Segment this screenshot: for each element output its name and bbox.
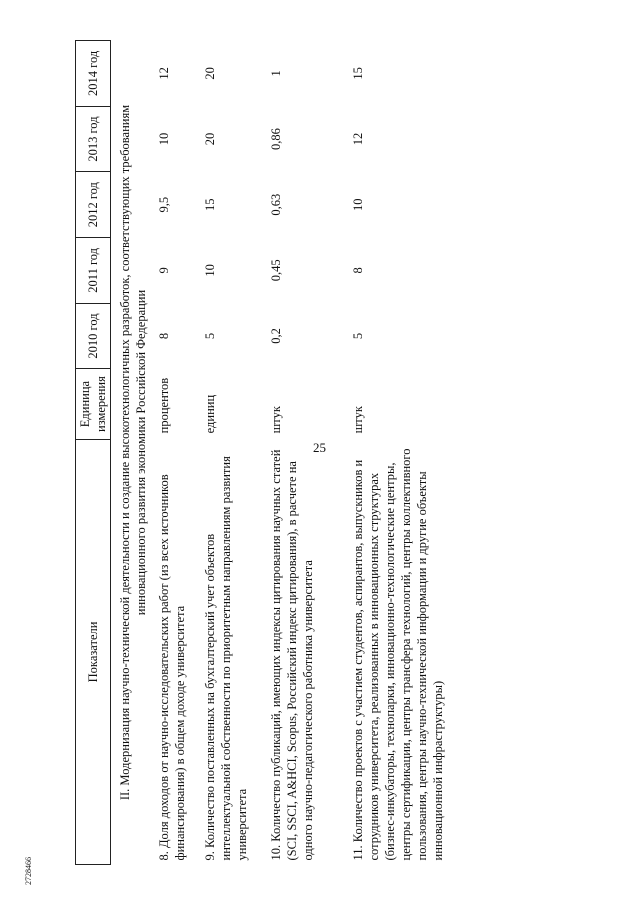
row-unit: штук <box>269 406 283 434</box>
row-value-2011: 8 <box>351 267 365 274</box>
document-code: 2728466 <box>24 857 33 885</box>
row-indicator: 10. Количество публикаций, имеющих индексы цитирования научных статей (SCI, SSCI, A&HCI, Scopus, Российский индекс цитирования), в расчете на одного научно-педагогического работника университета <box>269 449 315 861</box>
row-value-2012: 0,63 <box>269 193 283 216</box>
row-value-2014: 12 <box>157 67 171 80</box>
section-row <box>111 41 154 865</box>
table-row <box>199 41 265 865</box>
row-value-2014: 1 <box>269 70 283 77</box>
header-row <box>76 41 111 865</box>
row-indicator: 8. Доля доходов от научно-исследовательских работ (из всех источников финансирования) в общем доходе университета <box>157 474 187 861</box>
row-value-2012: 9,5 <box>157 196 171 213</box>
header-unit: Единица измерения <box>76 369 111 440</box>
rotated-table-container <box>75 40 520 865</box>
row-value-2011: 0,45 <box>269 259 283 282</box>
indicators-table <box>75 40 449 865</box>
row-unit: единиц <box>203 394 217 434</box>
row-value-2011: 9 <box>157 267 171 274</box>
row-unit: штук <box>351 406 365 434</box>
row-value-2013: 0,86 <box>269 128 283 150</box>
row-value-2013: 10 <box>157 132 171 146</box>
row-unit: процентов <box>157 377 171 434</box>
row-indicator: 11. Количество проектов с участием студентов, аспирантов, выпускников и сотрудников университета, реализованных в инновационных структурах (бизнес-инкубаторы, технопарки, инновационно-технологические центры, центры сертификации, центры трансфера технологий, центры коллективного пользования, центры научно-технической информации и другие объекты инновационной инфраструктуры) <box>351 448 445 861</box>
row-value-2014: 15 <box>351 67 365 80</box>
table-row <box>153 41 199 865</box>
header-indicator: Показатели <box>76 439 111 864</box>
table-row <box>347 41 449 865</box>
table-row <box>265 41 347 865</box>
header-year-2011: 2011 год <box>76 238 111 304</box>
row-value-2010: 5 <box>203 332 217 340</box>
page-number: 25 <box>313 440 326 455</box>
row-value-2010: 5 <box>351 332 365 340</box>
header-year-2014: 2014 год <box>76 41 111 107</box>
row-value-2012: 10 <box>351 198 365 211</box>
row-value-2014: 20 <box>203 67 217 80</box>
row-value-2013: 20 <box>203 132 217 146</box>
row-value-2010: 8 <box>157 332 171 340</box>
section-title: II. Модернизация научно-технической деятельности и создание высокотехнологичных разработок, соответствующих требованиям инновационного развития экономики Российской Федерации <box>118 104 148 801</box>
header-year-2013: 2013 год <box>76 106 111 172</box>
row-value-2011: 10 <box>203 264 217 277</box>
row-value-2012: 15 <box>203 198 217 211</box>
header-year-2010: 2010 год <box>76 303 111 369</box>
row-value-2013: 12 <box>351 132 365 146</box>
row-value-2010: 0,2 <box>269 328 283 344</box>
header-year-2012: 2012 год <box>76 172 111 238</box>
row-indicator: 9. Количество поставленных на бухгалтерский учет объектов интеллектуальной собственности по приоритетным направлениям развития университета <box>203 456 249 861</box>
